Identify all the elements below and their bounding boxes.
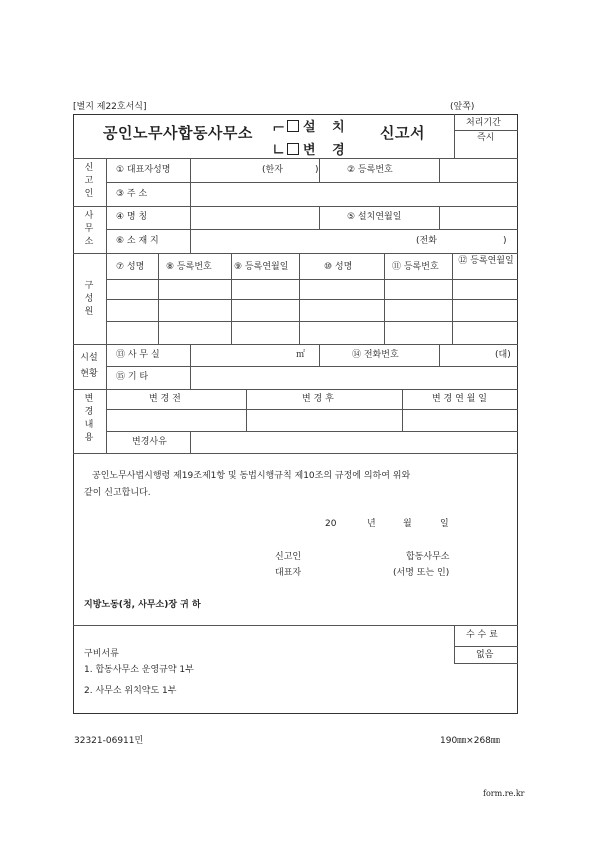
phone-close: ) <box>503 236 507 246</box>
date-year-unit: 년 <box>367 519 376 529</box>
option-establish[interactable] <box>287 120 351 133</box>
fee-label: 수 수 료 <box>466 630 498 640</box>
change-before-header: 변 경 전 <box>149 394 181 404</box>
section-members: 구성원 <box>84 281 94 317</box>
required-doc-2: 2. 사무소 위치약도 1부 <box>84 686 177 696</box>
paper-size: 190㎜×268㎜ <box>440 736 500 746</box>
member-name-header-1: ⑦ 성명 <box>116 262 145 272</box>
address-label: ③ 주 소 <box>116 189 148 199</box>
office-room-label: ⑬ 사 무 실 <box>116 350 160 360</box>
change-after-header: 변 경 후 <box>302 394 334 404</box>
form-title: 공인노무사합동사무소 <box>103 124 253 142</box>
phone-label: (전화 <box>416 236 437 246</box>
member-regdate-header-2: ⑫ 등록연월일 <box>458 256 514 266</box>
statement-line-1: 공인노무사법시행령 제19조제1항 및 동법시행규칙 제10조의 규정에 의하여 위와 <box>92 471 411 481</box>
statement-line-2: 같이 신고합니다. <box>84 488 151 498</box>
change-date-header: 변 경 연 월 일 <box>432 394 487 404</box>
member-regno-header-1: ⑧ 등록번호 <box>166 262 212 272</box>
phone-count-unit: (대) <box>495 350 511 360</box>
phone-count-label: ⑭ 전화번호 <box>352 350 399 360</box>
date-year: 20 <box>325 519 337 529</box>
rep-name-label: ① 대표자성명 <box>116 165 171 175</box>
member-regno-header-2: ⑪ 등록번호 <box>392 262 439 272</box>
form-number: [별지 제22호서식] <box>73 102 147 112</box>
section-office: 사무소 <box>84 211 94 247</box>
processing-period-label: 처리기간 <box>466 118 501 128</box>
fee-value: 없음 <box>476 650 494 660</box>
reg-no-label: ② 등록번호 <box>347 165 393 175</box>
option-change[interactable] <box>287 143 351 156</box>
hanja-label: (한자 <box>262 165 283 175</box>
reporter-label: 신고인 <box>275 552 302 562</box>
form-frame <box>73 114 518 714</box>
change-checkbox[interactable] <box>287 143 299 155</box>
member-name-header-2: ⑩ 성명 <box>324 262 353 272</box>
section-change: 변경내용 <box>84 394 94 443</box>
source-watermark: form.re.kr <box>483 789 525 798</box>
other-label: ⑮ 기 타 <box>116 372 149 382</box>
representative-label: 대표자 <box>275 568 302 578</box>
office-suffix-label: 합동사무소 <box>406 552 450 562</box>
bracket-top: ⌐ <box>272 118 286 137</box>
office-name-label: ④ 명 칭 <box>116 212 148 222</box>
required-docs-title: 구비서류 <box>84 649 119 659</box>
area-unit: ㎡ <box>296 350 306 360</box>
bracket-bottom: ∟ <box>272 140 286 159</box>
change-reason-label: 변경사유 <box>132 437 167 447</box>
signature-label: (서명 또는 인) <box>393 568 450 578</box>
processing-period-value: 즉시 <box>477 133 495 143</box>
member-regdate-header-1: ⑨ 등록연월일 <box>234 262 289 272</box>
establish-label: 설 치 <box>303 120 351 135</box>
hanja-close: ) <box>315 165 319 175</box>
est-date-label: ⑤ 설치연월일 <box>347 212 402 222</box>
establish-checkbox[interactable] <box>287 120 299 132</box>
front-side-label: (앞쪽) <box>450 102 475 112</box>
date-day-unit: 일 <box>440 519 449 529</box>
addressee: 지방노동(청, 사무소)장 귀 하 <box>84 600 201 610</box>
location-label: ⑥ 소 재 지 <box>116 236 159 246</box>
section-facility: 시설현황 <box>80 353 98 379</box>
form-title-suffix: 신고서 <box>380 124 425 142</box>
form-code: 32321-06911민 <box>74 736 144 746</box>
date-month-unit: 월 <box>403 519 412 529</box>
section-applicant: 신고인 <box>84 163 94 199</box>
change-label: 변 경 <box>303 143 351 158</box>
required-doc-1: 1. 합동사무소 운영규약 1부 <box>84 665 194 675</box>
